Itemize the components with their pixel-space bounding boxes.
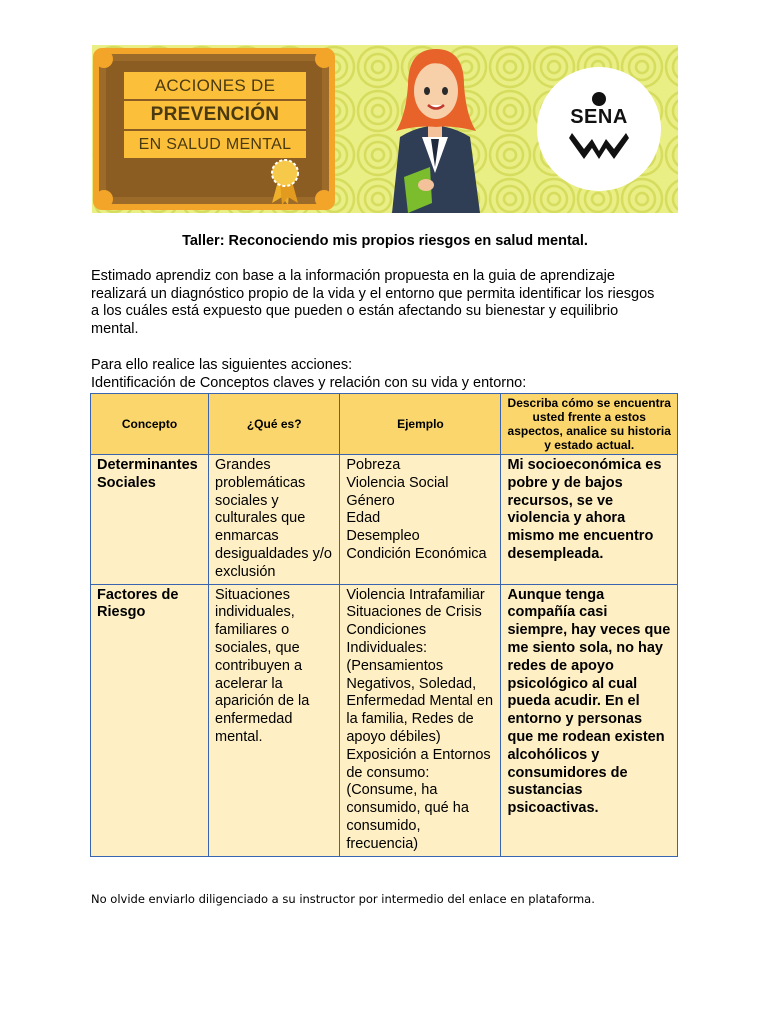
footer-note: No olvide enviarlo diligenciado a su instructor por intermedio del enlace en plataforma. (91, 892, 595, 906)
example-item: Edad (346, 510, 381, 527)
sena-logo-text: SENA (570, 106, 628, 128)
example-item: Género (346, 492, 395, 509)
header-banner (92, 45, 678, 213)
header-que-es: ¿Qué es? (209, 394, 340, 455)
example-item: Condición Económica (346, 545, 487, 562)
example-item: Violencia Social (346, 474, 449, 491)
intro-line: mental. (91, 320, 139, 337)
example-item: Pobreza (346, 457, 401, 473)
table-row (91, 455, 678, 585)
header-ejemplo: Ejemplo (340, 394, 501, 455)
document-title: Taller: Reconociendo mis propios riesgos en salud mental. (182, 233, 588, 249)
example-item: Exposición a Entornos de consumo: (Consume, ha consumido, qué ha consumido, frecuencia) (346, 746, 491, 852)
concept-cell: Determinantes Sociales (91, 455, 209, 585)
self-assessment-cell: Aunque tenga compañía casi siempre, hay veces que me siento sola, no hay redes de apoyo psicológico al cual pueda acudir. En el entorno y personas que me rodean existen alcohólicos y consumidores de sustancias psicoactivas. (501, 584, 678, 856)
concept-cell: Factores de Riesgo (91, 584, 209, 856)
intro-line: a los cuáles está expuesto que pueden o están afectando su bienestar y equilibrio (91, 303, 619, 319)
banner-illustration (92, 45, 678, 213)
header-concepto: Concepto (91, 394, 209, 455)
table-row (91, 584, 678, 856)
intro-line: Estimado aprendiz con base a la información propuesta en la guia de aprendizaje (91, 268, 615, 284)
medal-icon (272, 160, 298, 205)
banner-plaque-line-1: ACCIONES DE (124, 72, 306, 99)
banner-plaque-line-3: EN SALUD MENTAL (124, 131, 306, 158)
instruction-line-1: Para ello realice las siguientes acciones: (91, 357, 353, 373)
banner-plaque-line-2: PREVENCIÓN (124, 101, 306, 129)
example-item: Condiciones Individuales: (Pensamientos Negativos, Soledad, Enfermedad Mental en la familia, Redes de apoyo débiles) (346, 622, 494, 745)
header-describa: Describa cómo se encuentra usted frente a estos aspectos, analice su historia y estado actual. (501, 394, 678, 455)
example-item: Violencia Intrafamiliar (346, 586, 485, 603)
example-item: Situaciones de Crisis (346, 604, 482, 621)
instruction-line-2: Identificación de Conceptos claves y relación con su vida y entorno: (91, 375, 527, 391)
intro-line: realizará un diagnóstico propio de la vida y el entorno que permita identificar los riesgos (91, 285, 655, 302)
self-assessment-cell: Mi socioeconómica es pobre y de bajos recursos, se ve violencia y ahora mismo me encuentro desempleada. (501, 455, 678, 585)
concepts-table (90, 393, 678, 857)
sena-logo-icon (537, 67, 661, 191)
example-item: Desempleo (346, 528, 420, 545)
intro-paragraph (91, 268, 691, 338)
definition-cell: Situaciones individuales, familiares o sociales, que contribuyen a acelerar la aparición de la enfermedad mental. (209, 584, 340, 856)
definition-cell: Grandes problemáticas sociales y culturales que enmarcas desigualdades y/o exclusión (209, 455, 340, 585)
examples-cell (340, 455, 501, 585)
examples-cell (340, 584, 501, 856)
table-header-row (91, 394, 678, 455)
